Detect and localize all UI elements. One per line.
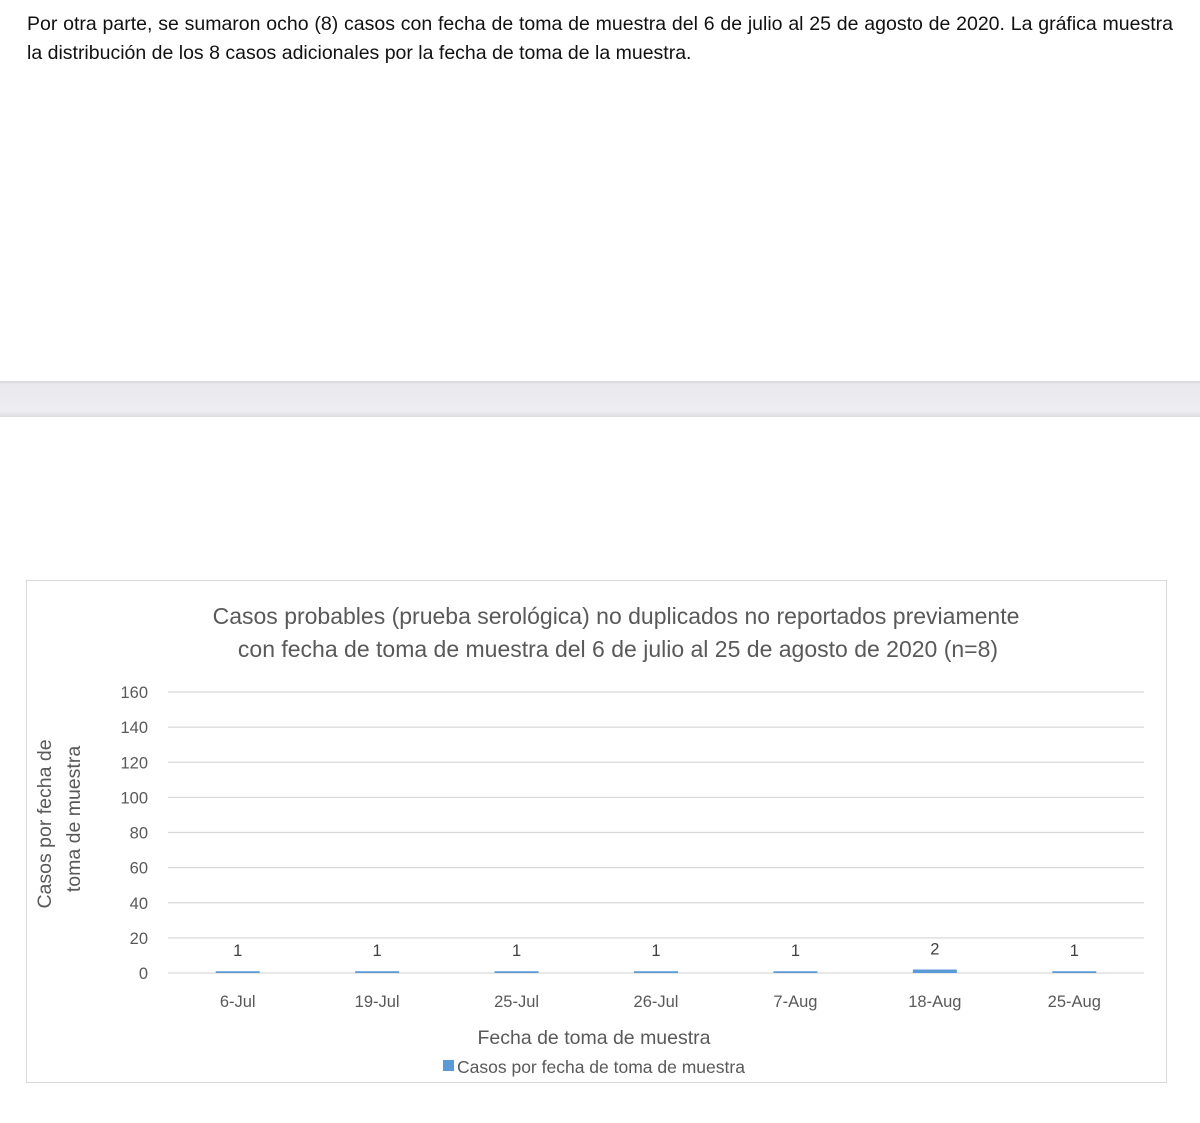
x-tick-label: 25-Jul bbox=[494, 993, 540, 1011]
legend-label: Casos por fecha de toma de muestra bbox=[457, 1057, 745, 1077]
y-tick-label: 160 bbox=[120, 684, 148, 702]
y-tick-label: 40 bbox=[129, 894, 148, 913]
legend bbox=[443, 1057, 745, 1077]
legend-swatch bbox=[443, 1060, 454, 1071]
data-label: 1 bbox=[651, 942, 661, 961]
page-break bbox=[0, 381, 1200, 417]
x-tick-label: 7-Aug bbox=[773, 993, 818, 1011]
gridlines bbox=[168, 692, 1144, 973]
x-tick-label: 18-Aug bbox=[908, 993, 962, 1011]
x-tick-label: 26-Jul bbox=[633, 993, 679, 1011]
chart-title-line-1: Casos probables (prueba serológica) no duplicados no reportados previamente bbox=[212, 603, 1020, 629]
data-label: 1 bbox=[233, 942, 243, 961]
x-axis-ticks bbox=[220, 993, 1101, 1011]
data-label: 1 bbox=[1069, 942, 1079, 961]
y-tick-label: 0 bbox=[138, 965, 148, 983]
next-paragraph-cutoff bbox=[27, 1113, 1173, 1123]
y-tick-label: 80 bbox=[129, 824, 148, 843]
y-tick-label: 120 bbox=[120, 754, 148, 773]
y-tick-label: 20 bbox=[129, 929, 148, 948]
chart-title-line-2: con fecha de toma de muestra del 6 de julio al 25 de agosto de 2020 (n=8) bbox=[237, 636, 999, 662]
bar bbox=[495, 971, 539, 973]
intro-paragraph: Por otra parte, se sumaron ocho (8) casos con fecha de toma de muestra del 6 de julio al 25 de agosto de 2020. La gráfica muestra la distribución de los 8 casos adicionales por la fecha de toma de la muestra. bbox=[27, 13, 1173, 64]
x-tick-label: 6-Jul bbox=[219, 993, 256, 1011]
y-axis-ticks bbox=[120, 684, 148, 983]
y-axis-title-line-1: Casos por fecha de bbox=[34, 739, 56, 909]
y-tick-label: 140 bbox=[120, 719, 148, 738]
bar-chart bbox=[27, 581, 1168, 1084]
y-tick-label: 100 bbox=[120, 789, 148, 808]
bar bbox=[1052, 971, 1096, 973]
data-labels bbox=[233, 940, 1079, 960]
bar bbox=[913, 969, 957, 973]
data-label: 1 bbox=[790, 942, 801, 961]
bar bbox=[773, 971, 817, 973]
bar bbox=[216, 971, 260, 973]
x-axis-title: Fecha de toma de muestra bbox=[477, 1027, 711, 1049]
data-label: 1 bbox=[511, 942, 522, 961]
chart-container bbox=[26, 580, 1167, 1083]
x-tick-label: 19-Jul bbox=[354, 993, 400, 1011]
y-axis-title-line-2: toma de muestra bbox=[63, 745, 85, 893]
bar bbox=[355, 971, 399, 973]
bar bbox=[634, 971, 678, 973]
y-tick-label: 60 bbox=[129, 859, 148, 878]
data-label: 2 bbox=[930, 940, 940, 959]
data-label: 1 bbox=[372, 942, 382, 961]
x-tick-label: 25-Aug bbox=[1047, 993, 1101, 1011]
